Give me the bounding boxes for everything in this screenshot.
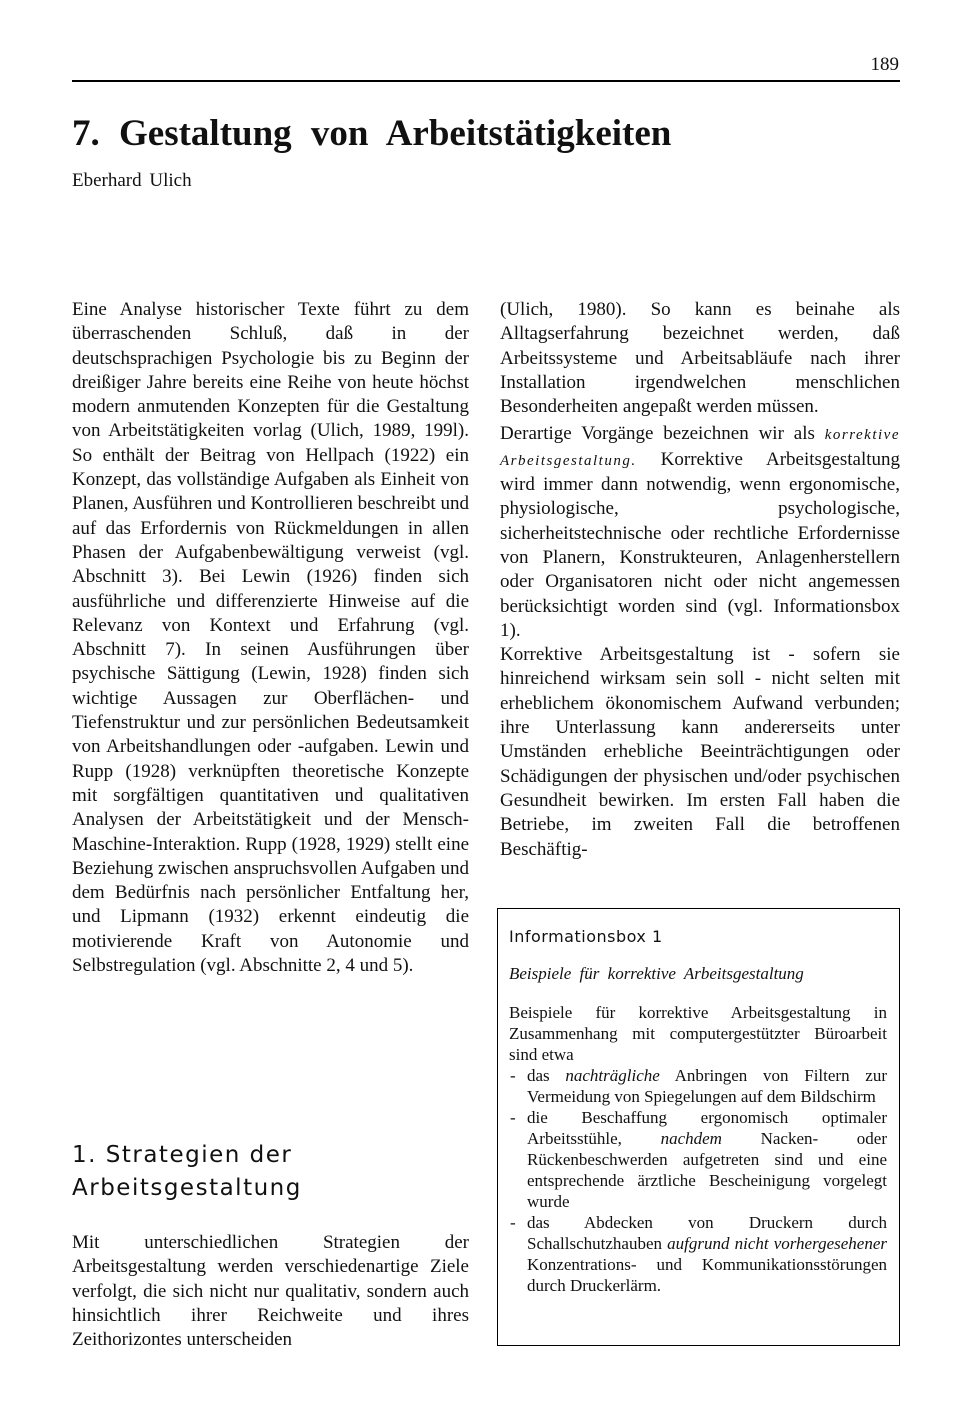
right-paragraph-2-start: Derartige Vorgänge bezeichnen wir als <box>500 423 825 445</box>
list-item-text: Anbringen von Filtern zur Vermeidung von Spiegelungen auf dem Bildschirm <box>527 1066 887 1106</box>
section-heading <box>72 1139 302 1205</box>
info-box-list <box>509 1065 887 1296</box>
list-item <box>509 1065 887 1107</box>
right-paragraph-3: Korrektive Arbeitsgestaltung ist - sofern sie hinreichend wirksam sein soll - nicht selten mit erheblichem ökonomischem Aufwand verbunden; ihre Unterlassung kann andererseits unter Umständen erhebliche Beeinträchtigungen oder Schädigungen der physischen und/oder psychischen Gesundheit bewirken. Im ersten Fall haben die Betriebe, im zweiten Fall die betroffenen Beschäftig- <box>500 644 900 860</box>
chapter-title: 7. Gestaltung von Arbeitstätigkeiten <box>72 113 672 154</box>
list-item <box>509 1212 887 1296</box>
right-column <box>500 298 900 862</box>
list-item-text: Nacken- oder Rückenbeschwerden aufgetreten sind und eine entsprechende ärztliche Bescheinigung vorgelegt wurde <box>527 1129 888 1211</box>
intro-paragraph: Eine Analyse historischer Texte führt zu dem überraschenden Schluß, daß in der deutschsprachigen Psychologie bis zu Beginn der dreißiger Jahre bereits eine Reihe von heute höchst modern anmutenden Konzepten für die Gestaltung von Arbeitstätigkeiten vorlag (Ulich, 1989, 199l). So enthält der Beitrag von Hellpach (1922) ein Konzept, das vollständige Aufgaben als Einheit von Planen, Ausführen und Kontrollieren beschreibt und auf das Erfordernis von Rückmeldungen in allen Phasen der Aufgabenbewältigung verweist (vgl. Abschnitt 3). Bei Lewin (1926) finden sich ausführliche und differenzierte Hinweise auf die Relevanz von Kontext und Erfahrung (vgl. Abschnitt 7). In seinen Ausführungen über psychische Sättigung (Lewin, 1928) finden sich wichtige Aussagen zur Oberflächen- und Tiefenstruktur und zur persönlichen Bedeutsamkeit von Arbeitshandlungen oder -aufgaben. Lewin und Rupp (1928) verknüpften theoretische Konzepte mit sorgfältigen quantitativen und qualitativen Analysen der Arbeitstätigkeit und der Mensch-Maschine-Interaktion. Rupp (1928, 1929) stellt eine Beziehung zwischen anspruchsvollen Aufgaben und dem Bedürfnis nach persönlicher Entfaltung her, und Lipmann (1932) erkennt eindeutig die motivierende Kraft von Autonomie und Selbstregulation (vgl. Abschnitte 2, 4 und 5). <box>72 299 469 977</box>
page-number: 189 <box>870 54 899 75</box>
list-item-emphasis: nachdem <box>660 1129 722 1148</box>
info-box-subtitle: Beispiele für korrektive Arbeitsgestaltung <box>509 964 804 983</box>
header-rule <box>72 80 900 82</box>
info-box-intro: Beispiele für korrektive Arbeitsgestaltung in Zusammenhang mit computergestützter Büroarbeit sind etwa <box>509 1003 887 1064</box>
info-box-label: Informationsbox 1 <box>509 927 663 946</box>
right-paragraph-2 <box>500 422 900 643</box>
list-item-text: das Abdecken von Druckern durch Schallschutzhauben <box>527 1213 887 1253</box>
list-item-emphasis: nachträgliche <box>565 1066 660 1085</box>
list-item-text: das <box>527 1066 566 1085</box>
left-column <box>72 298 469 978</box>
list-item <box>509 1107 887 1212</box>
author-name: Eberhard Ulich <box>72 170 192 191</box>
info-box <box>497 908 900 1346</box>
list-item-emphasis: aufgrund nicht vorhergesehener <box>667 1234 887 1253</box>
list-item-text: Konzentrations- und Kommunikationsstörungen durch Druckerlärm. <box>527 1255 887 1295</box>
section-heading-line-1: 1. Strategien der <box>72 1142 293 1168</box>
right-paragraph-2-rest: Korrektive Arbeitsgestaltung wird immer dann notwendig, wenn ergonomische, physiologische, psychologische, sicherheitstechnische oder rechtliche Erfordernisse von Planern, Konstrukteuren, Anlagenherstellern oder Organisatoren nicht oder nicht angemessen berücksichtigt worden sind (vgl. Informationsbox 1). <box>500 448 900 641</box>
section-heading-line-2: Arbeitsgestaltung <box>72 1175 302 1201</box>
right-paragraph-1: (Ulich, 1980). So kann es beinahe als Alltagserfahrung bezeichnet werden, daß Arbeitssysteme und Arbeitsabläufe nach ihrer Installation irgendwelchen menschlichen Besonderheiten angepaßt werden müssen. <box>500 299 900 418</box>
term-korrektive-arbeitsgestaltung: korrektive Arbeitsgestaltung. <box>500 427 900 469</box>
list-item-text: die Beschaffung ergonomisch optimaler Arbeitsstühle, <box>527 1108 887 1148</box>
section-paragraph: Mit unterschiedlichen Strategien der Arbeitsgestaltung werden verschiedenartige Ziele verfolgt, die sich nicht nur qualitativ, sondern auch hinsichtlich ihrer Reichweite und ihres Zeithorizontes unterscheiden <box>72 1232 469 1351</box>
